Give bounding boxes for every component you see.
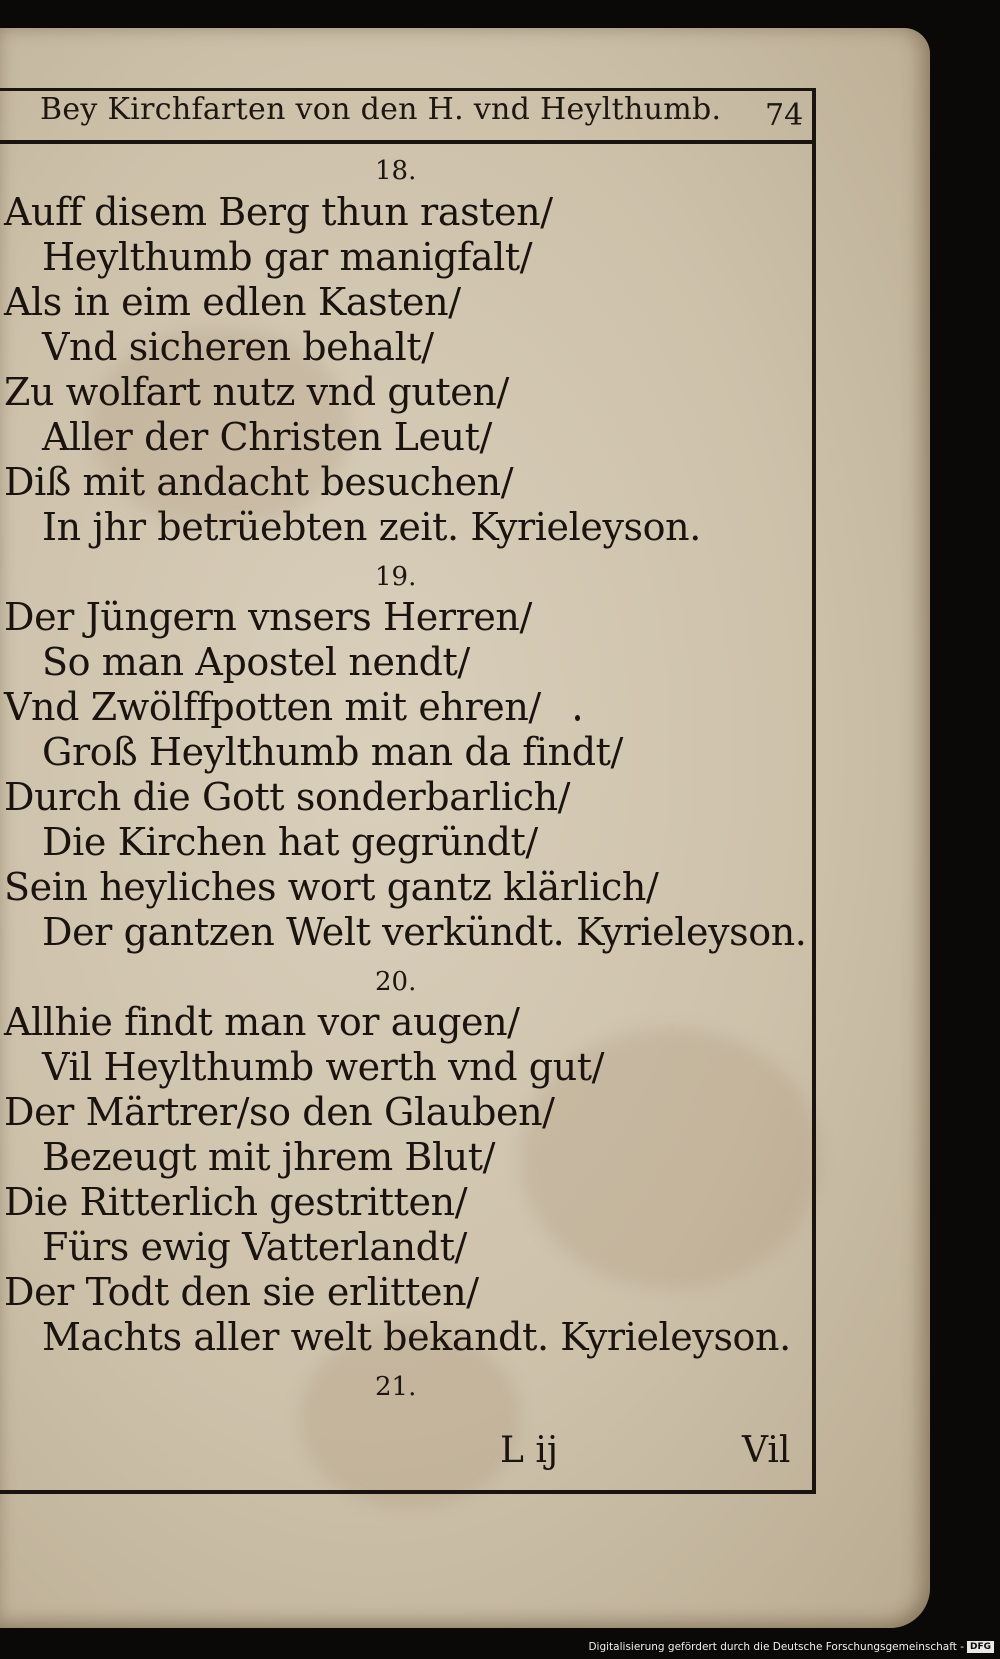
verse-line: Durch die Gott sonderbarlich/: [4, 775, 571, 819]
verse-line: Bezeugt mit jhrem Blut/: [42, 1135, 496, 1179]
verse-line: Allhie findt man vor augen/: [4, 1000, 520, 1044]
catchword: Vil: [742, 1430, 791, 1471]
header-rule-bottom: [0, 140, 815, 144]
header-rule-top: [0, 88, 815, 91]
verse-line: Der gantzen Welt verkündt. Kyrieleyson.: [42, 910, 807, 954]
verse-line: Diß mit andacht besuchen/: [4, 460, 514, 504]
verse-line: Der Todt den sie erlitten/: [4, 1270, 479, 1314]
ink-speck: [575, 715, 580, 721]
verse-line: Der Jüngern vnsers Herren/: [4, 595, 532, 639]
verse-line: Vil Heylthumb werth vnd gut/: [42, 1045, 605, 1089]
digitization-credit: [588, 1641, 994, 1653]
verse-line: Vnd Zwölffpotten mit ehren/: [4, 685, 541, 729]
credit-text: Digitalisierung gefördert durch die Deutsche Forschungsgemeinschaft -: [588, 1641, 964, 1653]
verse-line: In jhr betrüebten zeit. Kyrieleyson.: [42, 505, 701, 549]
verse-line: Vnd sicheren behalt/: [42, 325, 434, 369]
verse-line: Aller der Christen Leut/: [42, 415, 492, 459]
verse-line: Sein heyliches wort gantz klärlich/: [4, 865, 659, 909]
verse-number: 18.: [375, 156, 417, 186]
verse-line: Groß Heylthumb man da findt/: [42, 730, 623, 774]
signature-mark: L ij: [500, 1430, 559, 1471]
verse-line: Zu wolfart nutz vnd guten/: [4, 370, 509, 414]
verse-line: Der Märtrer/so den Glauben/: [4, 1090, 555, 1134]
verse-number: 19.: [375, 562, 417, 592]
page-number: 74: [765, 98, 804, 133]
verse-number: 21.: [375, 1372, 417, 1402]
verse-number: 20.: [375, 967, 417, 997]
verse-line: Machts aller welt bekandt. Kyrieleyson.: [42, 1315, 791, 1359]
verse-line: Die Ritterlich gestritten/: [4, 1180, 468, 1224]
verse-line: So man Apostel nendt/: [42, 640, 470, 684]
frame-rule-right: [812, 88, 816, 1493]
frame-rule-bottom: [0, 1490, 816, 1494]
verse-line: Die Kirchen hat gegründt/: [42, 820, 538, 864]
verse-line: Fürs ewig Vatterlandt/: [42, 1225, 467, 1269]
verse-line: Auff disem Berg thun rasten/: [4, 190, 553, 234]
running-head: Bey Kirchfarten von den H. vnd Heylthumb.: [40, 92, 722, 127]
verse-line: Als in eim edlen Kasten/: [4, 280, 461, 324]
dfg-logo: DFG: [967, 1641, 994, 1653]
verse-line: Heylthumb gar manigfalt/: [42, 235, 533, 279]
